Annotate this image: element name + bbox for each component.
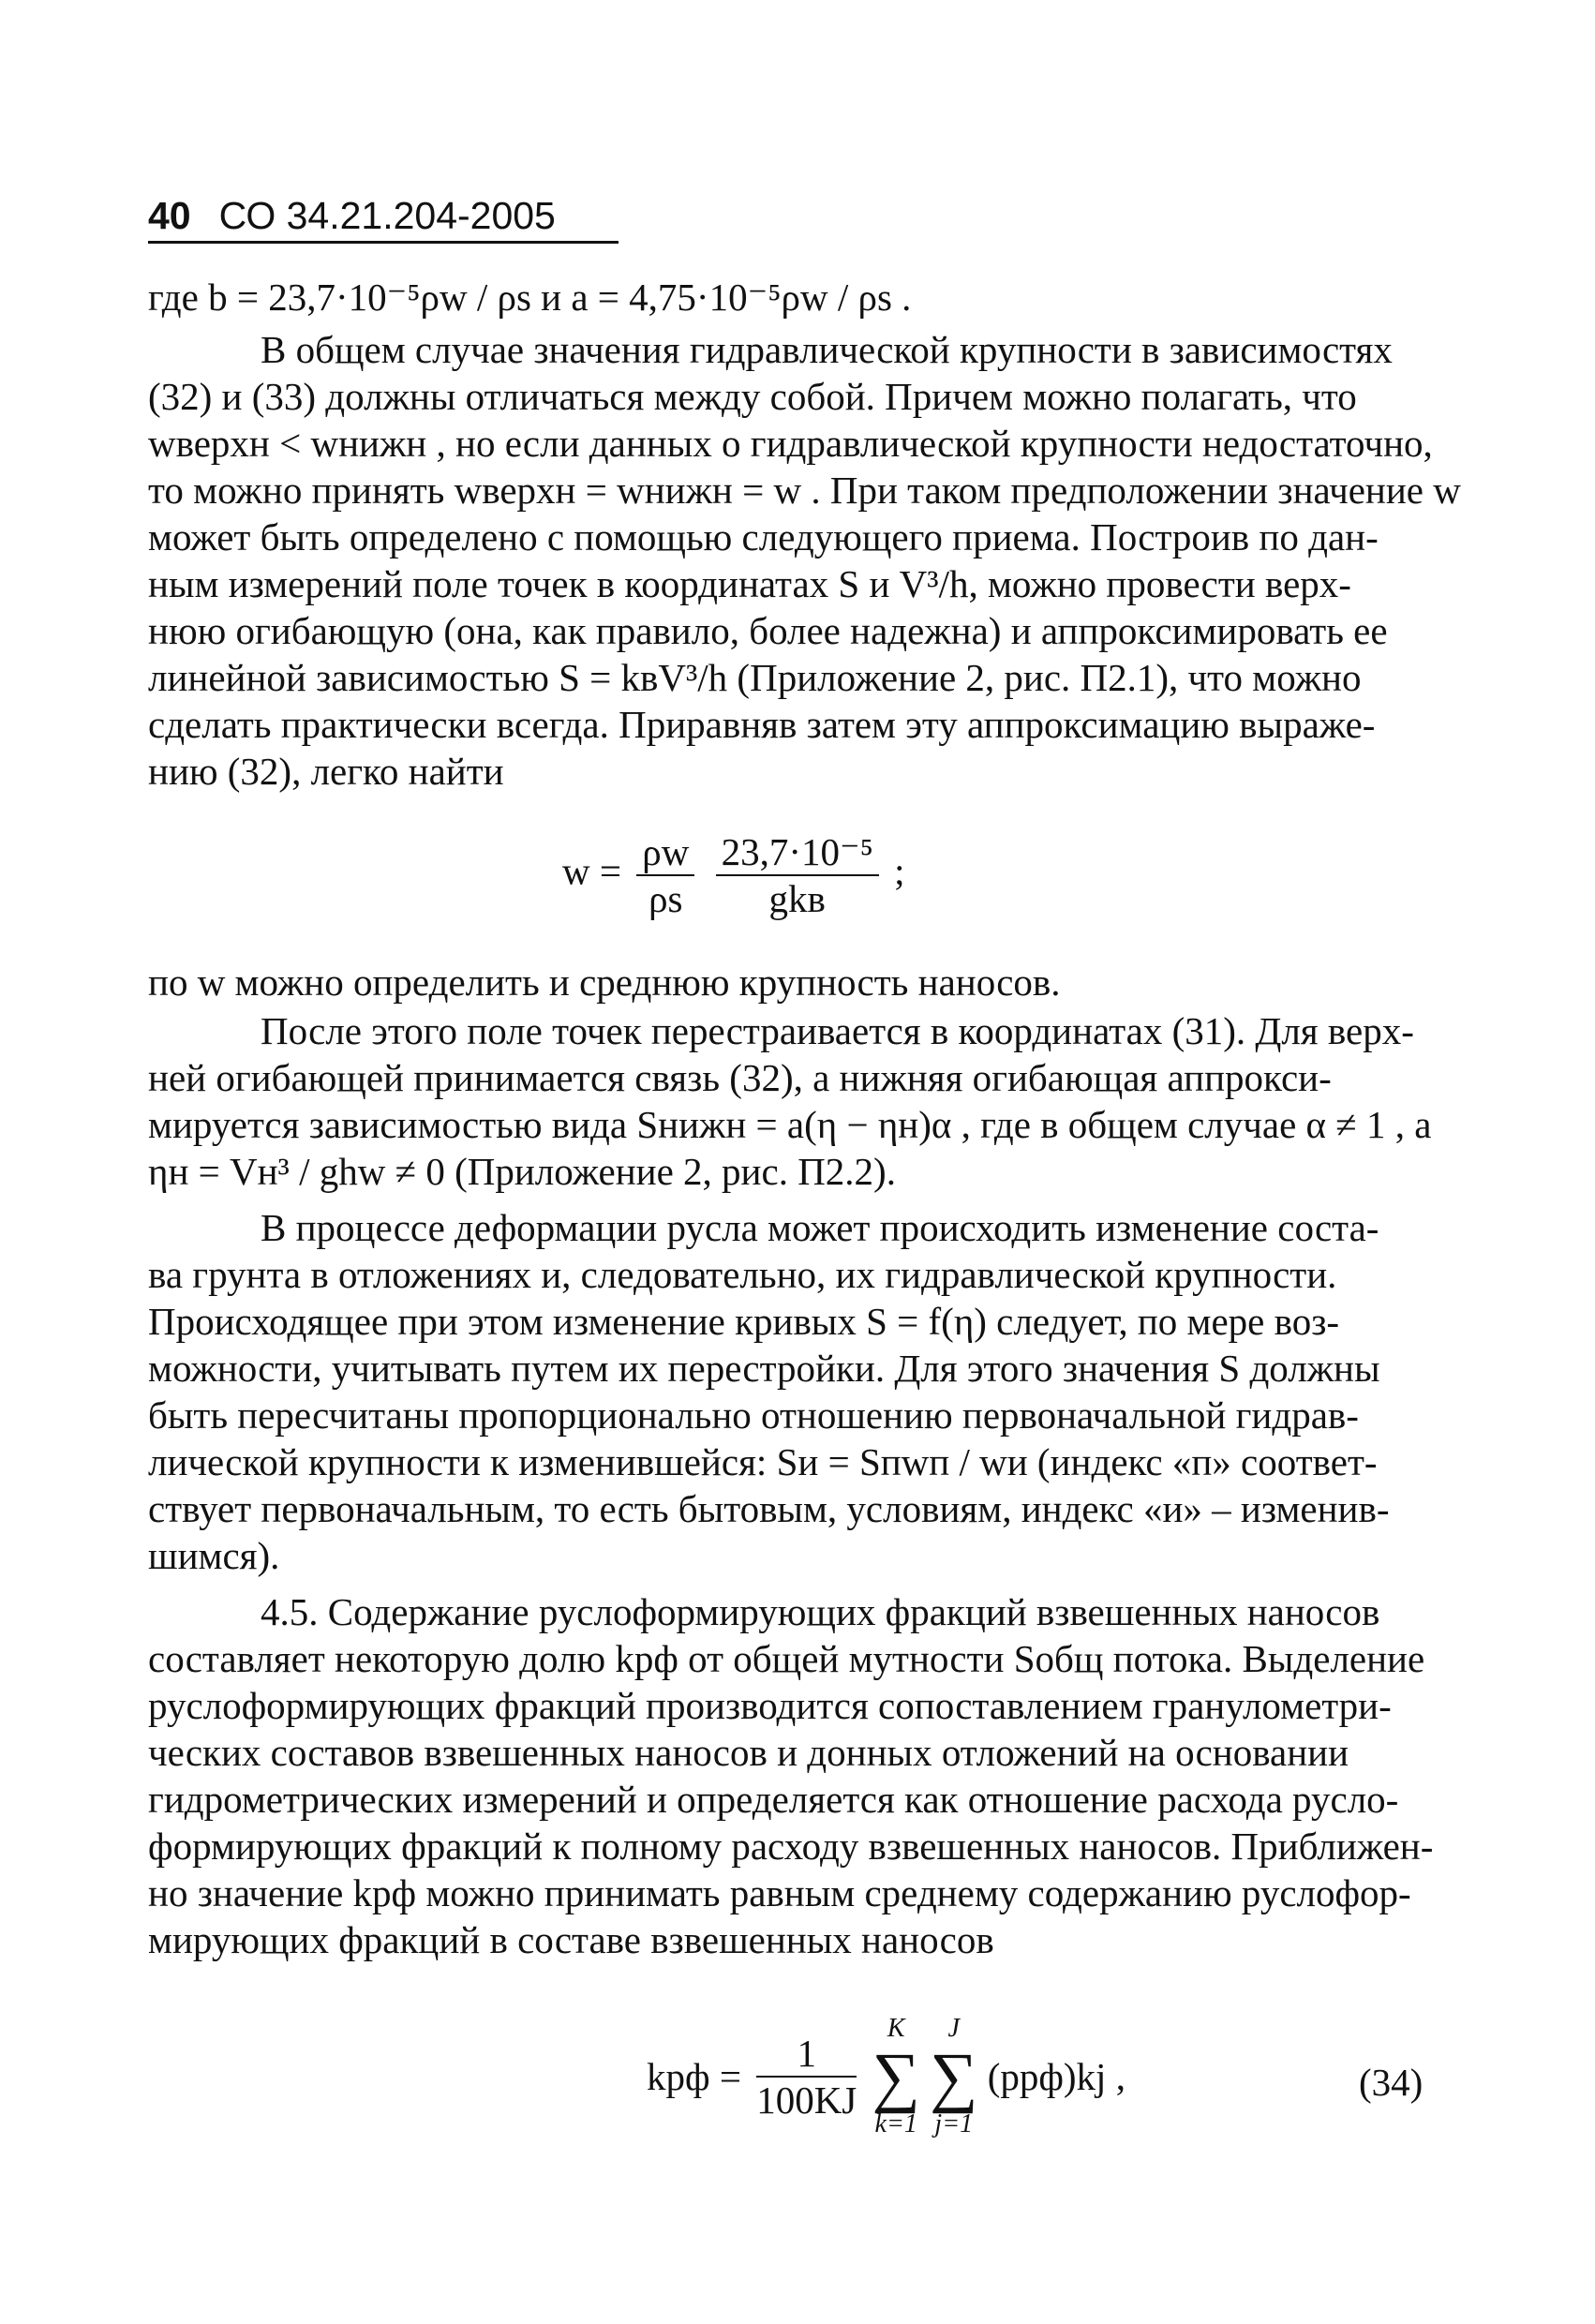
fraction-density: [636, 829, 694, 921]
sigma-symbol: ∑: [872, 2039, 920, 2114]
fraction-normalizer: [756, 2031, 857, 2123]
text-line: нию (32), легко найти: [148, 750, 504, 793]
fraction-denominator: gkв: [768, 877, 826, 920]
equation-tail: ;: [894, 849, 905, 893]
text-line: 4.5. Содержание руслоформирующих фракций взвешенных наносов: [261, 1590, 1380, 1633]
fraction-numerator: 1: [756, 2031, 857, 2078]
equation-w: [562, 829, 905, 921]
text-line: ным измерений поле точек в координатах S и V³/h, можно провести верх-: [148, 562, 1351, 605]
fraction-numerator: 23,7·10⁻⁵: [716, 829, 879, 876]
text-line: ηн = Vн³ / ghw ≠ 0 (Приложение 2, рис. П2.2).: [148, 1150, 896, 1193]
fraction-coefficient: [716, 829, 879, 921]
definition-text: где b = 23,7·10⁻⁵ρw / ρs и a = 4,75·10⁻⁵ρw / ρs .: [148, 276, 912, 319]
text-line: линейной зависимостью S = kвV³/h (Приложение 2, рис. П2.1), что можно: [148, 656, 1362, 699]
sum-j: [930, 2015, 977, 2138]
text-line: нюю огибающую (она, как правило, более надежна) и аппроксимировать ее: [148, 609, 1388, 652]
page-number: 40: [148, 194, 191, 237]
text-line: лической крупности к изменившейся: Sи = Sпwп / wи (индекс «п» соответ-: [148, 1440, 1378, 1483]
text-line: мирующих фракций в составе взвешенных наносов: [148, 1918, 994, 1961]
text-line: можности, учитывать путем их перестройки. Для этого значения S должны: [148, 1347, 1380, 1390]
text-line: В процессе деформации русла может происходить изменение соста-: [261, 1206, 1379, 1249]
equation-34: [647, 2015, 1125, 2155]
sum-lower-limit: k=1: [874, 2109, 917, 2138]
paragraph-mean-size: [148, 959, 1432, 1006]
equation-number: (34): [1359, 2061, 1424, 2104]
paragraph-deformation: [148, 1204, 1432, 1579]
sum-upper-limit: K: [887, 2014, 905, 2043]
sum-k: [872, 2015, 920, 2138]
fraction-numerator: ρw: [636, 829, 694, 876]
text-line: составляет некоторую долю kрф от общей мутности Sобщ потока. Выделение: [148, 1637, 1425, 1680]
text-line: но значение kрф можно принимать равным среднему содержанию руслофор-: [148, 1871, 1411, 1914]
document-code: СО 34.21.204-2005: [218, 194, 556, 237]
sum-lower-limit: j=1: [934, 2109, 974, 2138]
text-line: руслоформирующих фракций производится сопоставлением гранулометри-: [148, 1684, 1392, 1727]
text-line: быть пересчитаны пропорционально отношению первоначальной гидрав-: [148, 1393, 1359, 1437]
text-line: ней огибающей принимается связь (32), а нижняя огибающая аппрокси-: [148, 1056, 1332, 1099]
text-line: (32) и (33) должны отличаться между собой. Причем можно полагать, что: [148, 375, 1357, 418]
text-line: ва грунта в отложениях и, следовательно, их гидравлической крупности.: [148, 1253, 1337, 1296]
page-header: [148, 192, 619, 244]
text-line: ствует первоначальным, то есть бытовым, условиям, индекс «и» – изменив-: [148, 1487, 1390, 1530]
text-line: После этого поле точек перестраивается в координатах (31). Для верх-: [261, 1009, 1414, 1052]
sum-upper-limit: J: [947, 2014, 960, 2043]
text-line: мируется зависимостью вида Sнижн = a(η − ηн)α , где в общем случае α ≠ 1 , а: [148, 1103, 1432, 1146]
text-line: Происходящее при этом изменение кривых S = f(η) следует, по мере воз-: [148, 1300, 1340, 1343]
definition-line: [148, 274, 1432, 320]
text-line: по w можно определить и среднюю крупность наносов.: [148, 961, 1061, 1004]
paragraph-rebuild: [148, 1007, 1432, 1195]
text-line: wверхн < wнижн , но если данных о гидравлической крупности недостаточно,: [148, 422, 1433, 465]
paragraph-hydraulic-size: [148, 326, 1461, 795]
text-line: сделать практически всегда. Приравняв затем эту аппроксимацию выраже-: [148, 703, 1376, 746]
sigma-symbol: ∑: [930, 2039, 978, 2114]
text-line: формирующих фракций к полному расходу взвешенных наносов. Приближен-: [148, 1825, 1434, 1868]
text-line: ческих составов взвешенных наносов и донных отложений на основании: [148, 1731, 1349, 1774]
text-line: шимся).: [148, 1534, 280, 1577]
equation-lhs: kрф =: [647, 2055, 741, 2098]
text-line: может быть определено с помощью следующего приема. Построив по дан-: [148, 515, 1379, 559]
fraction-denominator: 100KJ: [756, 2078, 857, 2122]
equation-lhs: w =: [562, 849, 621, 893]
text-line: то можно принять wверхн = wнижн = w . При таком предположении значение w: [148, 469, 1461, 512]
text-line: В общем случае значения гидравлической крупности в зависимостях: [261, 328, 1393, 371]
equation-body: (pрф)kj ,: [987, 2055, 1125, 2098]
fraction-denominator: ρs: [648, 877, 683, 920]
text-line: гидрометрических измерений и определяется как отношение расхода русло-: [148, 1778, 1399, 1821]
paragraph-section-4-5: [148, 1588, 1432, 1963]
